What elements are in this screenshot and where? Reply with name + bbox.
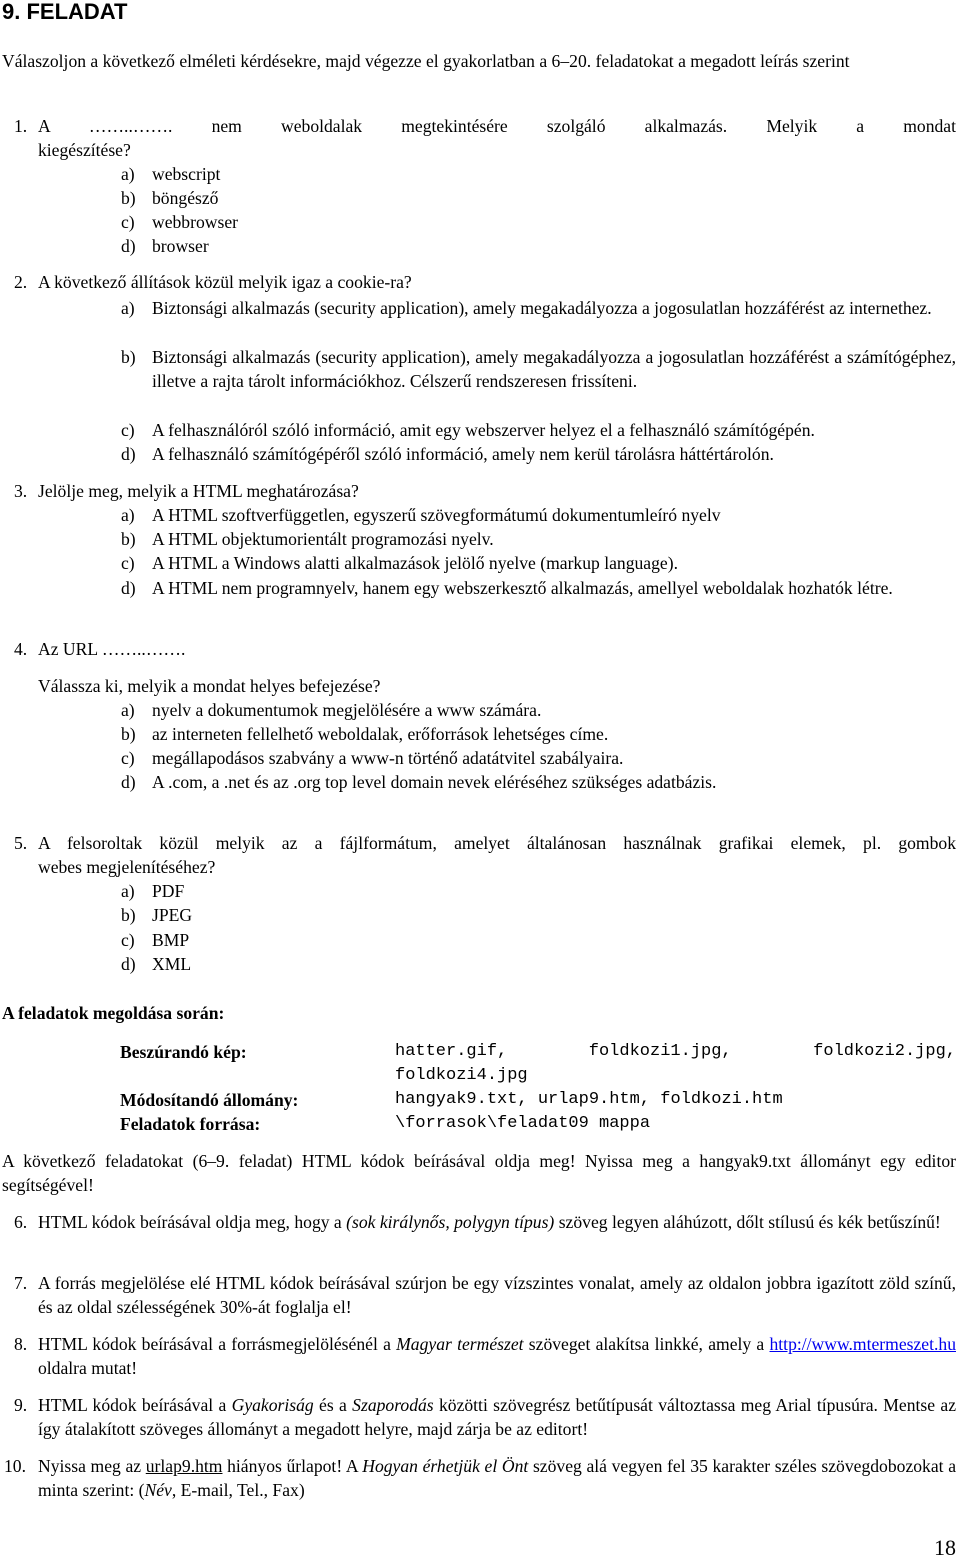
option-label: a) <box>121 700 135 720</box>
option-text: A HTML objektumorientált programozási nyelv. <box>152 529 494 549</box>
task-text-italic: Hogyan érhetjük el Önt <box>362 1456 529 1476</box>
task-number: 7. <box>14 1273 28 1293</box>
option-label: c) <box>121 930 135 950</box>
task-source-value: \forrasok\feladat09 mappa <box>395 1114 651 1133</box>
task-text-part: oldalra mutat! <box>38 1358 138 1379</box>
intro-text: Válaszoljon a következő elméleti kérdésekre, majd végezze el gyakorlatban a 6–20. feladatokat a megadott leírás szerint <box>2 51 850 71</box>
option-label: b) <box>121 905 136 925</box>
task-text-part: szöveg alá vegyen fel 35 karakter széles szövegdobozokat a minta szerint: ( <box>38 1456 956 1501</box>
task-text <box>38 1454 956 1503</box>
insert-image-value: hatter.gif, foldkozi1.jpg, foldkozi2.jpg, <box>395 1042 956 1061</box>
instruction-text: A következő feladatokat (6–9. feladat) HTML kódok beírásával oldja meg! Nyissa meg a hangyak9.txt állományt egy editor segítségével! <box>2 1151 956 1196</box>
option-label: d) <box>121 444 136 464</box>
question-text: A következő állítások közül melyik igaz a cookie-ra? <box>38 272 412 292</box>
task-text-part: , E-mail, Tel., Fax) <box>171 1480 305 1501</box>
task-text-italic: (sok királynős, polygyn típus) <box>346 1212 555 1232</box>
task-text-part: és a <box>313 1395 353 1415</box>
option-label: d) <box>121 578 136 598</box>
question-number: 4. <box>14 639 28 659</box>
task-text-part: közötti szövegrész betűtípusát változtassa meg Arial típusúra. Mentse az így átalakított szöveges állományt a megadott helyre, majd zárja be az editort! <box>38 1395 956 1440</box>
task-number: 6. <box>14 1212 28 1232</box>
option-text: PDF <box>152 881 185 901</box>
option-text: browser <box>152 236 209 256</box>
task-text <box>38 1393 956 1442</box>
task-text-part: HTML kódok beírásával oldja meg, hogy a <box>38 1212 347 1232</box>
question-text: Jelölje meg, melyik a HTML meghatározása? <box>38 481 359 501</box>
page-number: 18 <box>934 1535 956 1560</box>
option-label: d) <box>121 236 136 256</box>
task-number: 8. <box>14 1334 28 1354</box>
option-text: A felhasználóról szóló információ, amit egy webszerver helyez el a felhasználó számítógépén. <box>152 420 815 440</box>
task-text-part: hiányos űrlapot! A <box>222 1456 363 1476</box>
option-text: nyelv a dokumentumok megjelölésére a www számára. <box>152 700 542 720</box>
task-text-part: Nyissa meg az <box>38 1456 146 1476</box>
task-text-italic: Név <box>144 1480 172 1501</box>
task-text-part: HTML kódok beírásával a <box>38 1395 232 1415</box>
option-text: böngésző <box>152 188 219 208</box>
option-text: az interneten fellelhető weboldalak, erőforrások lehetséges címe. <box>152 724 609 744</box>
task-text-italic: Szaporodás <box>352 1395 434 1415</box>
task-text-italic: Magyar természet <box>396 1334 524 1354</box>
option-text: Biztonsági alkalmazás (security application), amely megakadályozza a jogosulatlan hozzáférést a számítógéphez, illetve a rajta tárolt információkhoz. Célszerű rendszeresen frissíteni. <box>152 347 956 392</box>
task-text-part: HTML kódok beírásával a forrásmegjelölésénél a <box>38 1334 397 1354</box>
option-label: c) <box>121 748 135 768</box>
task-text <box>38 1332 956 1381</box>
task-text <box>38 1210 956 1234</box>
option-label: c) <box>121 420 135 440</box>
option-label: a) <box>121 881 135 901</box>
option-label: c) <box>121 553 135 573</box>
task-source-label: Feladatok forrása: <box>120 1114 261 1134</box>
urlap9-file-link[interactable]: urlap9.htm <box>145 1456 223 1476</box>
question-number: 1. <box>14 116 28 136</box>
option-text: JPEG <box>152 905 193 925</box>
option-label: d) <box>121 772 136 792</box>
option-label: c) <box>121 212 135 232</box>
option-text: webbrowser <box>152 212 238 232</box>
task-number: 9. <box>14 1395 28 1415</box>
question-text-cont: kiegészítése? <box>38 140 131 160</box>
option-text: XML <box>152 954 192 974</box>
option-text: A felhasználó számítógépéről szóló információ, amely nem kerül tárolásra háttértárolón. <box>152 444 774 464</box>
option-label: b) <box>121 724 136 744</box>
option-text: megállapodásos szabvány a www-n történő adatátvitel szabályaira. <box>152 748 624 768</box>
option-text: A .com, a .net és az .org top level domain nevek eléréséhez szükséges adatbázis. <box>152 772 717 792</box>
page-title: 9. FELADAT <box>2 0 128 24</box>
option-text: A HTML a Windows alatti alkalmazások jelölő nyelve (markup language). <box>152 553 678 573</box>
solution-heading: A feladatok megoldása során: <box>2 1003 225 1023</box>
insert-image-value-cont: foldkozi4.jpg <box>395 1066 528 1085</box>
option-label: d) <box>121 954 136 974</box>
task-number: 10. <box>4 1456 26 1476</box>
question-text-cont: webes megjelenítéséhez? <box>38 857 216 877</box>
option-label: b) <box>121 347 136 367</box>
option-label: a) <box>121 505 135 525</box>
option-label: a) <box>121 164 135 184</box>
question-subtext: Válassza ki, melyik a mondat helyes befejezése? <box>38 676 381 696</box>
question-text: A felsoroltak közül melyik az a fájlformátum, amelyet általánosan használnak grafikai elemek, pl. gombok <box>38 833 956 853</box>
question-number: 2. <box>14 272 28 292</box>
question-text: Az URL ……..……. <box>38 639 186 659</box>
option-text: A HTML szoftverfüggetlen, egyszerű szövegformátumú dokumentumleíró nyelv <box>152 505 721 525</box>
task-text: A forrás megjelölése elé HTML kódok beírásával szúrjon be egy vízszintes vonalat, amely az oldalon jobbra igazított zöld színű, és az oldal szélességének 30%-át foglalja el! <box>38 1273 956 1318</box>
modify-file-label: Módosítandó állomány: <box>120 1090 299 1110</box>
option-text: Biztonsági alkalmazás (security application), amely megakadályozza a jogosulatlan hozzáférést az internethez. <box>152 298 932 318</box>
task-text-part: szöveg legyen aláhúzott, dőlt stílusú és kék betűszínű! <box>554 1212 941 1232</box>
question-number: 5. <box>14 833 28 853</box>
option-label: a) <box>121 298 135 318</box>
option-label: b) <box>121 529 136 549</box>
mtermeszet-link[interactable]: http://www.mtermeszet.hu <box>769 1334 956 1354</box>
question-text: A ……..……. nem weboldalak megtekintésére szolgáló alkalmazás. Melyik a mondat <box>38 116 956 136</box>
modify-file-value: hangyak9.txt, urlap9.htm, foldkozi.htm <box>395 1090 783 1109</box>
insert-image-label: Beszúrandó kép: <box>120 1042 247 1062</box>
option-text: webscript <box>152 164 221 184</box>
task-text-part: szöveget alakítsa linkké, amely a <box>523 1334 770 1354</box>
task-text-italic: Gyakoriság <box>231 1395 314 1415</box>
question-number: 3. <box>14 481 28 501</box>
option-text: A HTML nem programnyelv, hanem egy webszerkesztő alkalmazás, amellyel weboldalak hozhatók létre. <box>152 578 893 598</box>
option-label: b) <box>121 188 136 208</box>
option-text: BMP <box>152 930 190 950</box>
